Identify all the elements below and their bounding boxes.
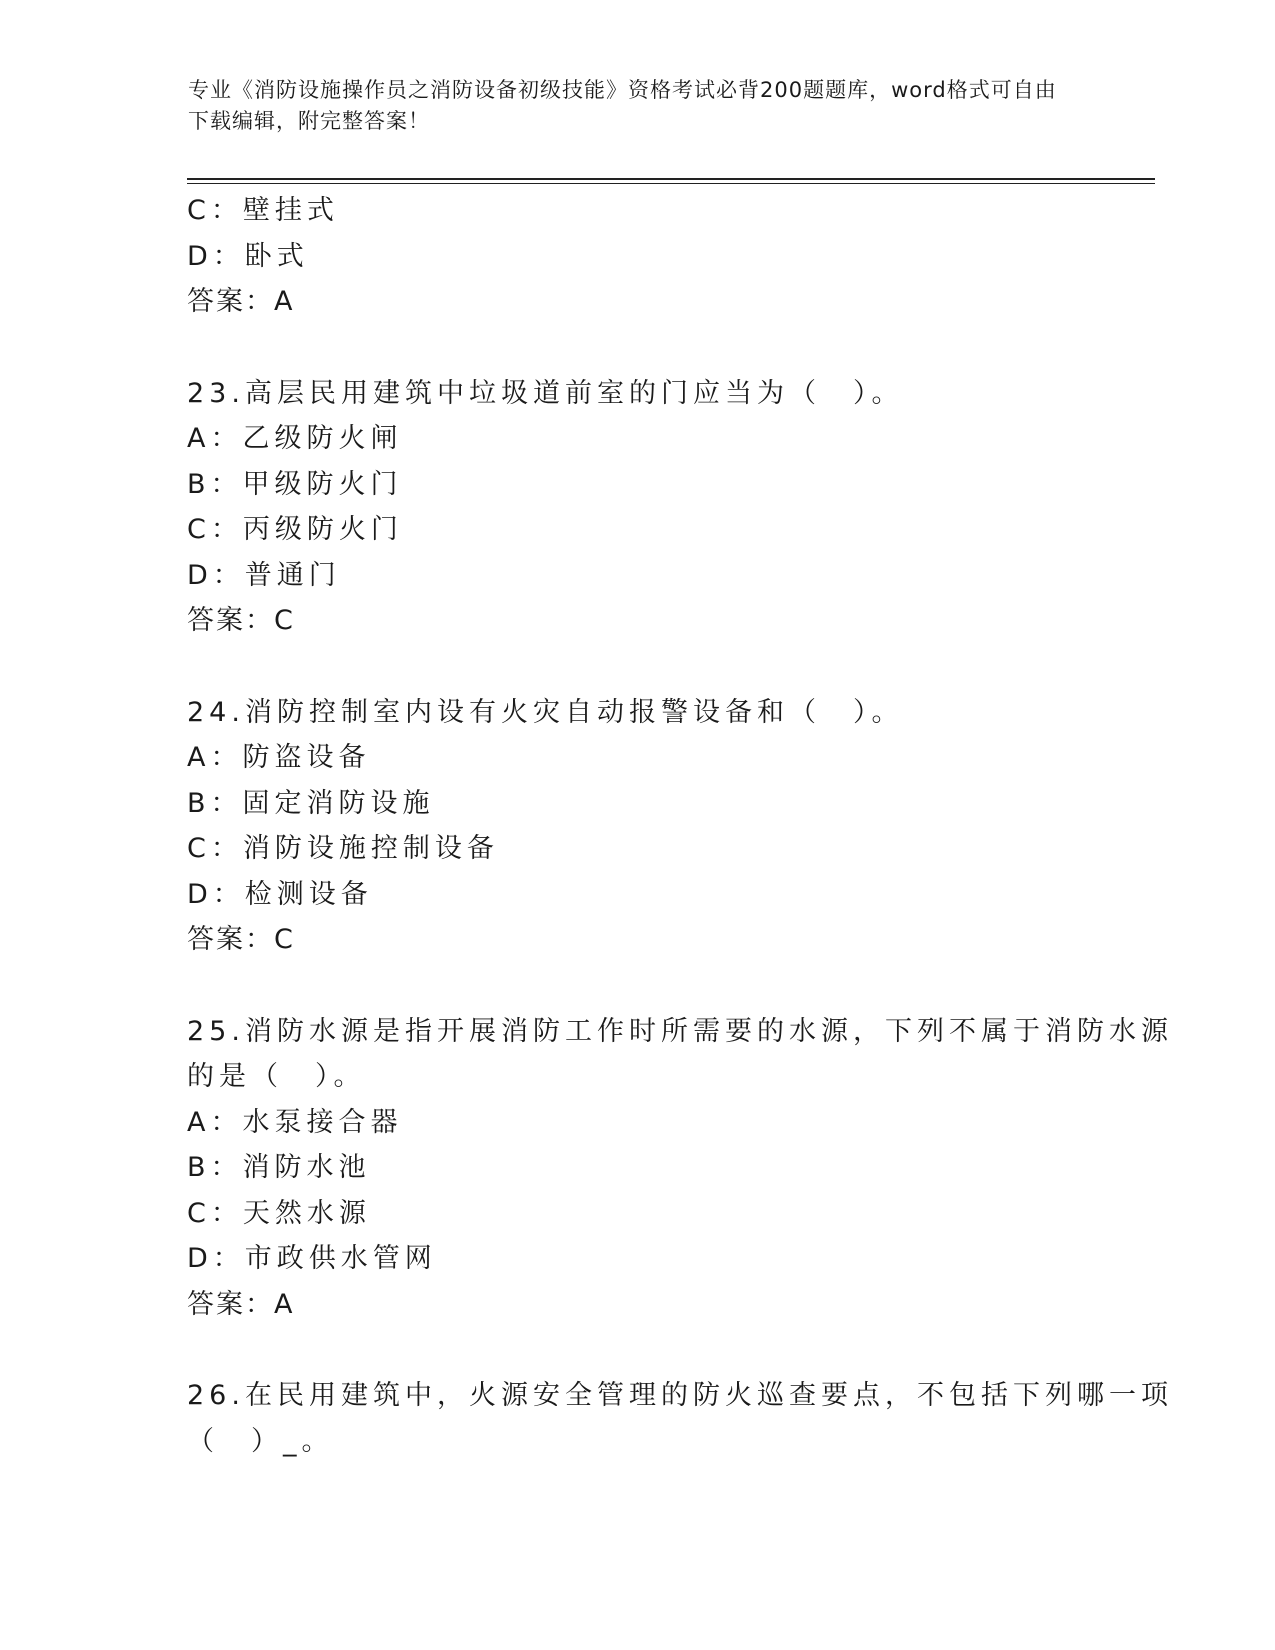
answer: 答案：C — [187, 605, 295, 636]
document-header: 专业《消防设施操作员之消防设备初级技能》资格考试必背200题题库，word格式可自由下载编辑，附完整答案！ — [188, 78, 1057, 133]
question-25 — [187, 1009, 1173, 1328]
option-a: A：水泵接合器 — [187, 1106, 403, 1138]
option-d: D：市政供水管网 — [187, 1243, 437, 1274]
option-c: C：消防设施控制设备 — [187, 833, 499, 864]
question-list — [187, 188, 1173, 1464]
question-stem: 25.消防水源是指开展消防工作时所需要的水源，下列不属于消防水源 — [187, 1015, 1173, 1047]
question-stem: 26.在民用建筑中，火源安全管理的防火巡查要点，不包括下列哪一项 — [187, 1380, 1173, 1411]
option-b: B：固定消防设施 — [187, 787, 435, 819]
question-stem-continued: （ ）_。 — [187, 1425, 334, 1457]
answer: 答案：C — [187, 924, 295, 955]
answer: 答案：A — [187, 286, 295, 317]
answer: 答案：A — [187, 1288, 295, 1320]
question-26 — [187, 1373, 1173, 1464]
question-23 — [187, 371, 1087, 644]
option-d: D：普通门 — [187, 559, 341, 591]
question-stem-continued: 的是（ ）。 — [187, 1061, 366, 1092]
option-c: C：丙级防火门 — [187, 514, 403, 545]
option-d: D：卧式 — [187, 240, 309, 272]
question-24 — [187, 690, 1087, 963]
question-stem: 23.高层民用建筑中垃圾道前室的门应当为（ ）。 — [187, 377, 904, 409]
option-a: A：防盗设备 — [187, 742, 371, 773]
option-d: D：检测设备 — [187, 878, 373, 910]
option-b: B：消防水池 — [187, 1152, 371, 1183]
option-b: B：甲级防火门 — [187, 468, 403, 500]
header-divider-thick — [187, 178, 1155, 180]
option-c: C：天然水源 — [187, 1197, 371, 1229]
option-a: A：乙级防火闸 — [187, 423, 403, 454]
option-c: C：壁挂式 — [187, 195, 339, 226]
question-stem: 24.消防控制室内设有火灾自动报警设备和（ ）。 — [187, 696, 904, 728]
header-divider-thin — [187, 183, 1155, 184]
